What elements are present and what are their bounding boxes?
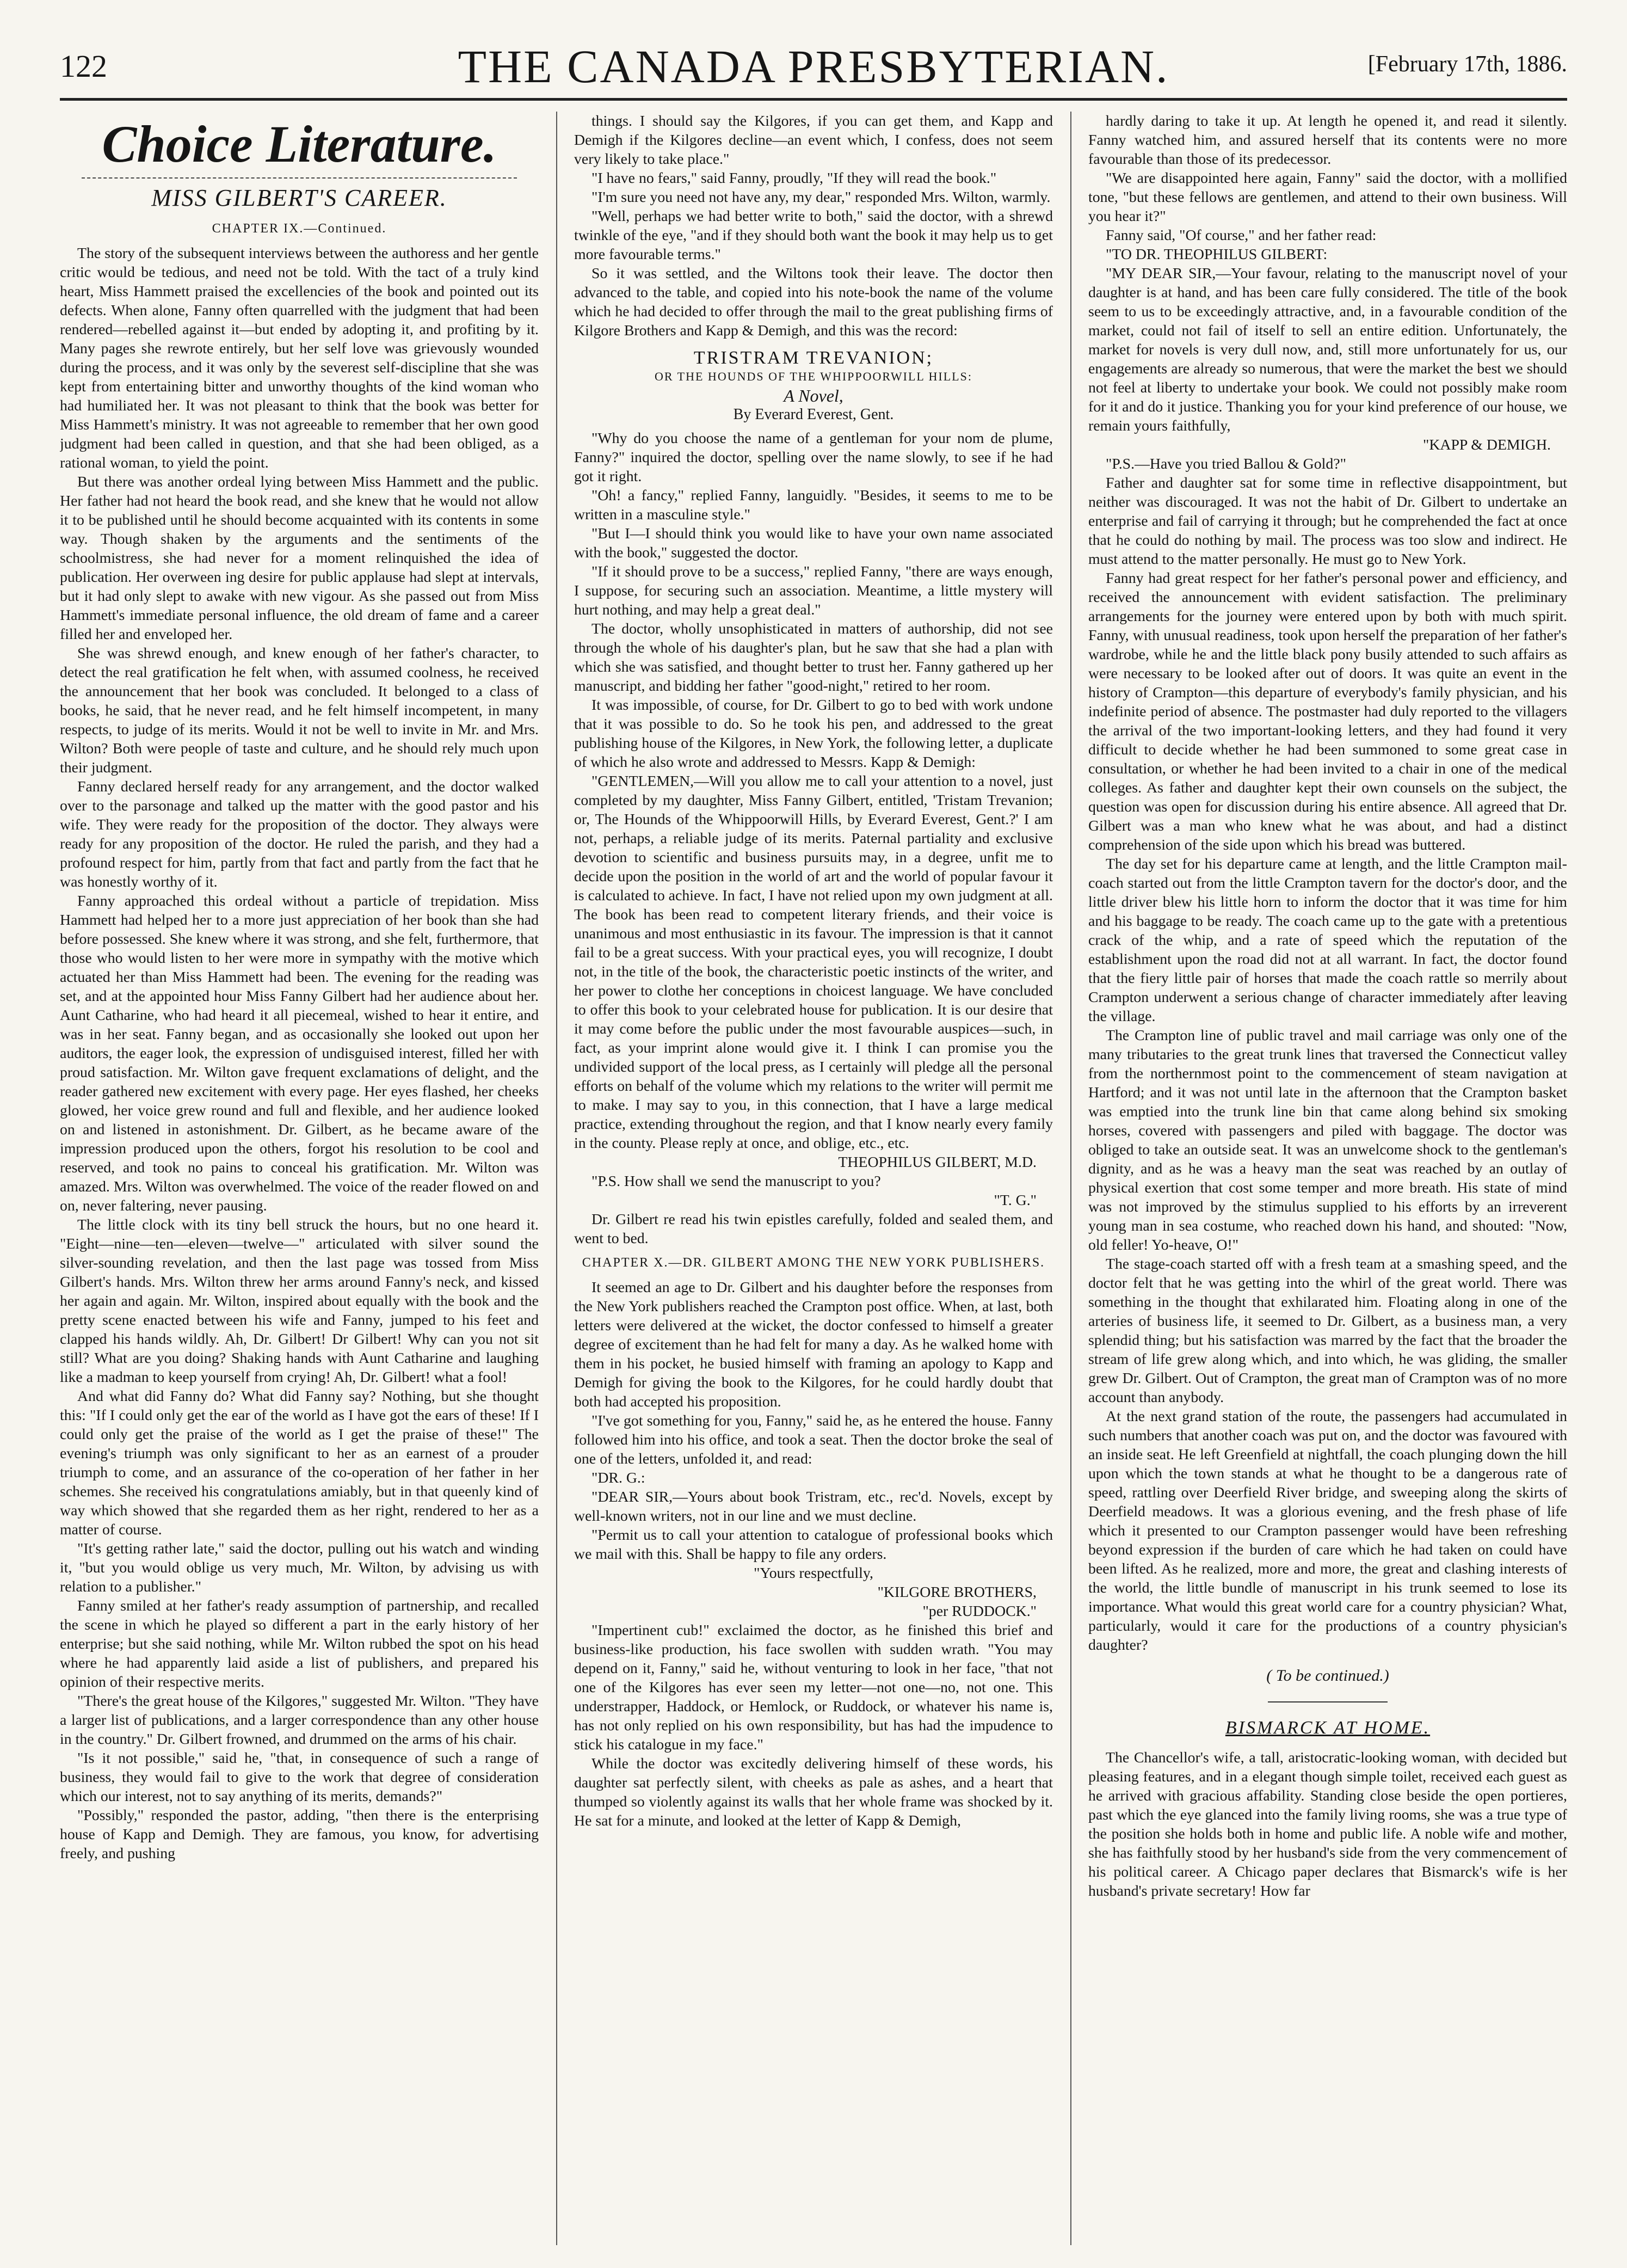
article-body <box>574 112 1053 340</box>
letter-signature: "KILGORE BROTHERS, <box>877 1584 1037 1601</box>
letter-signature-per: "per RUDDOCK." <box>922 1603 1037 1620</box>
paragraph: "MY DEAR SIR,—Your favour, relating to the manuscript novel of your daughter is at hand, and has been care fully considered. The title of the book seem to us to be exceedingly attractive, and, in a favourable condition of the market, could not fail of itself to sell an entire edition. Unfortunately, the market for novels is very dull now, and, still more unfortunately for us, our engagements are already so numerous, that were the market the best we should not feel at liberty to undertake your book. We could not possibly make room for it and do it justice. Thanking you for your kind preference of our house, we remain yours faithfully, <box>1088 265 1567 434</box>
dashed-divider <box>82 177 517 179</box>
book-subtitle: OR THE HOUNDS OF THE WHIPPOORWILL HILLS: <box>655 370 972 383</box>
paragraph: The day set for his departure came at length, and the little Crampton mail-coach started out from the little Crampton tavern for the doctor's door, and the little driver blew his little horn to inform the doctor that it was time for him and his baggage to be ready. The coach came up to the gate with a pretentious crack of the whip, and a rate of speed which the reputation of the establishment upon the road did not at all warrant. In fact, the doctor found that the fiery little pair of horses that made the coach rattle so merrily about Crampton underwent a serious change of character immediately after leaving the village. <box>1088 856 1567 1025</box>
paragraph: And what did Fanny do? What did Fanny say? Nothing, but she thought this: "If I could only get the ear of the world as I have got the ears of these! If I could only get the praise of the world as I get the praise of these!" The evening's triumph was only significant to her as an earnest of a prouder triumph to come, and an assurance of the co-operation of her father in her schemes. She received his congratulations amiably, but in that queenly kind of way which showed that she regarded them as her right, rendered to her as a matter of course. <box>60 1388 539 1538</box>
divider <box>1268 1701 1388 1702</box>
column-rule <box>1070 112 1071 2245</box>
article-body <box>1088 454 1567 1655</box>
article-body <box>574 429 1053 1153</box>
paragraph: Fanny declared herself ready for any arrangement, and the doctor walked over to the parsonage and talked up the matter with the good pastor and his wife. They were ready for the proposition of the doctor. They always were ready for any proposition of the doctor. He ruled the parish, and they had a profound respect for him, partly from that fact and partly from the fact that he was honestly worthy of it. <box>60 778 539 890</box>
column-1 <box>60 112 539 2245</box>
paragraph: "Impertinent cub!" exclaimed the doctor, as he finished this brief and business-like production, his face swollen with sudden wrath. "You may depend on it, Fanny," said he, without venturing to look in her face, "that not one of the Kilgores has ever seen my letter—not one—no, not one. This understrapper, Haddock, or Hemlock, or Ruddock, or whatever his name is, has not only replied on his own responsibility, but has had the impudence to stick his catalogue in my face." <box>574 1622 1053 1753</box>
paragraph: "It's getting rather late," said the doctor, pulling out his watch and winding it, "but you would oblige us very much, Mr. Wilton, by advising us with relation to a publisher." <box>60 1540 539 1595</box>
paragraph: But there was another ordeal lying between Miss Hammett and the public. Her father had not heard the book read, and she knew that he would not allow it to be published until he should become acquainted with its contents in some way. Though shaken by the arguments and the sentiments of the schoolmistress, she had never for a moment relinquished the idea of publication. Her overween ing desire for public applause had slept at intervals, but it had only slept to awake with new vigour. As she passed out from Miss Hammett's immediate personal influence, the old dream of fame and a career filled her and enveloped her. <box>60 474 539 643</box>
paragraph: While the doctor was excitedly delivering himself of these words, his daughter sat perfectly silent, with cheeks as pale as ashes, and a heart that thumped so violently against its walls that her whole frame was shocked by it. He sat for a minute, and looked at the letter of Kapp & Demigh, <box>574 1755 1053 1829</box>
book-author: By Everard Everest, Gent. <box>733 406 894 423</box>
paragraph: Father and daughter sat for some time in reflective disappointment, but neither was discouraged. It was not the habit of Dr. Gilbert to undertake an enterprise and fail of carrying it through; but he comprehended the fact at once that he could do nothing by mail. The process was too slow and indirect. He must attend to the matter personally. He must go to New York. <box>1088 475 1567 568</box>
paragraph: "DR. G.: <box>591 1470 645 1486</box>
paragraph: The doctor, wholly unsophisticated in matters of authorship, did not see through the whole of his daughter's plan, but he saw that she had a plan with which she was satisfied, and thought better to trust her. Fanny gathered up her manuscript, and bidding her father "good-night," retired to her room. <box>574 620 1053 694</box>
paragraph: The story of the subsequent interviews between the authoress and her gentle critic would be tedious, and need not be told. With the tact of a truly kind heart, Miss Hammett praised the excellencies of the book and pointed out its defects. When alone, Fanny often quarrelled with the judgment that had been rendered—rebelled against it—but ended by adopting it, and profiting by it. Many pages she rewrote entirely, but her self love was grievously wounded during the process, and it was only by the severest self-discipline that she was kept from entertaining bitter and unworthy thoughts of the kind woman who had humiliated her. It was not pleasant to think that the book was better for Miss Hammett's ministry. It was not agreeable to remember that her own good judgment had been called in question, and that she had been obliged, as a rational woman, to yield the point. <box>60 245 539 471</box>
chapter-heading: CHAPTER X.—DR. GILBERT AMONG THE NEW YORK PUBLISHERS. <box>582 1256 1045 1270</box>
paragraph: Fanny approached this ordeal without a particle of trepidation. Miss Hammett had helped her to a more just appreciation of her book than she had before possessed. She knew where it was strong, and she felt, furthermore, that those who would listen to her were more in sympathy with the motive which actuated her than Miss Hammett had been. The evening for the reading was set, and at the appointed hour Miss Fanny Gilbert had her audience about her. Aunt Catharine, who had heard it all piecemeal, wished to hear it entire, and was in her seat. Fanny began, and as occasionally she looked out upon her auditors, the eager look, the expression of undisguised interest, filled her with proud satisfaction. Mr. Wilton gave frequent exclamations of delight, and the reader gathered new excitement with every page. Her eyes flashed, her cheeks glowed, her voice grew round and full and flexible, and her audience looked on and listened in astonishment. Dr. Gilbert, as he became aware of the impression produced upon the others, forgot his resolution to be cool and reserved, and took no pains to conceal his gratification. Mr. Wilton was amazed. Mrs. Wilton was overwhelmed. The voice of the reader flowed on and on, never faltering, never pausing. <box>60 893 539 1214</box>
paragraph: "P.S.—Have you tried Ballou & Gold?" <box>1106 456 1346 472</box>
paragraph: The little clock with its tiny bell struck the hours, but no one heard it. "Eight—nine—ten—eleven—twelve—" articulated with silver sound the silver-sounding revelation, and then the last page was tossed from Miss Gilbert's hands. Mrs. Wilton threw her arms around Fanny's neck, and kissed her again and again. Mr. Wilton, inspired about equally with the book and the pretty scene enacted between his wife and Fanny, jumped to his feet and clapped his hands wildly. Ah, Dr. Gilbert! Dr Gilbert! Why can you not sit still? What are you doing? Shaking hands with Aunt Catharine and laughing like a madman to keep yourself from crying! Ah, Dr. Gilbert! what a fool! <box>60 1216 539 1386</box>
book-title: TRISTRAM TREVANION; <box>693 348 934 368</box>
paragraph: The Crampton line of public travel and mail carriage was only one of the many tributaries to the great trunk lines that traversed the Connecticut valley from the northernmost point to the commencement of steam navigation at Hartford; and it was not until late in the afternoon that the Crampton basket was emptied into the trunk line bin that came along behind six smoking horses, covered with passengers and piled with baggage. The doctor was obliged to take an outside seat. It was an unwelcome shock to the gentleman's dignity, and as he was a heavy man the seat was reached by an outlay of physical exertion that cost some temper and more breath. His state of mind was not improved by the stimulus supplied to his efforts by an irreverent young man in sea costume, who reached down his hand, and shouted: "Now, old feller! Yo-heave, O!" <box>1088 1027 1567 1253</box>
story-title: MISS GILBERT'S CAREER. <box>151 185 447 211</box>
paragraph: hardly daring to take it up. At length he opened it, and read it silently. Fanny watched him, and assured herself that its contents were no more favourable than those of its predecessor. <box>1088 113 1567 168</box>
paragraph: She was shrewd enough, and knew enough of her father's character, to detect the real gratification he felt when, with assumed coolness, he received the announcement that her book was concluded. It belonged to a class of books, he said, that he never read, and he felt himself incompetent, in many respects, to judge of its merits. Would it not be well to invite in Mr. and Mrs. Wilton? Both were people of taste and culture, and he should rely much upon their judgment. <box>60 645 539 776</box>
paragraph: "Well, perhaps we had better write to both," said the doctor, with a shrewd twinkle of the eye, "and if they should both want the book it may help us to get more favourable terms." <box>574 208 1053 263</box>
article-body <box>1088 112 1567 435</box>
masthead <box>60 33 1567 101</box>
paragraph: "TO DR. THEOPHILUS GILBERT: <box>1106 246 1328 263</box>
paragraph: It seemed an age to Dr. Gilbert and his daughter before the responses from the New York publishers reached the Crampton post office. When, at last, both letters were delivered at the wicket, the doctor confessed to himself a greater degree of excitement than he had felt for many a day. As he walked home with them in his pocket, he busied himself with framing an apology to Kapp and Demigh for giving the book to the Kilgores, for he could hardly doubt that both had accepted his proposition. <box>574 1279 1053 1410</box>
columns <box>60 112 1567 2245</box>
paragraph: "Is it not possible," said he, "that, in consequence of such a range of business, they would fail to give to the work that degree of consideration which our interest, not to say anything of its merits, demands?" <box>60 1750 539 1805</box>
letter-signature: THEOPHILUS GILBERT, M.D. <box>838 1154 1037 1171</box>
letter-closing: "Yours respectfully, <box>754 1565 873 1582</box>
paragraph: "Oh! a fancy," replied Fanny, languidly. "Besides, it seems to me to be written in a masculine style." <box>574 487 1053 523</box>
paragraph: "Possibly," responded the pastor, adding, "then there is the enterprising house of Kapp and Demigh. They are famous, you know, for advertising freely, and pushing <box>60 1807 539 1862</box>
paragraph: "GENTLEMEN,—Will you allow me to call your attention to a novel, just completed by my daughter, Miss Fanny Gilbert, entitled, 'Tristam Trevanion; or, The Hounds of the Whippoorwill Hills, by Everard Everest, Gent.?' I am not, perhaps, a reliable judge of its merits. Paternal partiality and exclusive devotion to scientific and business pursuits may, in a degree, unfit me to decide upon the position in the world of art and the world of popular favour it is calculated to achieve. In fact, I have not relied upon my own judgment at all. The book has been read to competent literary friends, and their voice is unanimous and most enthusiastic in its favour. The impression is that it cannot fail to be a great success. With your practical eyes, you will recognize, I doubt not, in the title of the book, the characteristic poetic instincts of the writer, and her power to clothe her conceptions in choicest language. We have concluded to offer this book to your celebrated house for publication. It is our desire that it may come before the public under the most favourable auspices—such, in fact, as your imprint alone would give it. I think I can promise you the undivided support of the local press, as I certainly will pledge all the personal efforts on behalf of the volume which my relations to the writer will permit me to make. I may say to you, in this connection, that I have a large medical practice, extending throughout the region, and that I know nearly every family in the county. Please reply at once, and oblige, etc., etc. <box>574 773 1053 1152</box>
paragraph: The stage-coach started off with a fresh team at a smashing speed, and the doctor felt that he was getting into the whirl of the great world. There was something in the thought that exhilarated him. Floating along in one of the arteries of business life, it seemed to Dr. Gilbert, as a business man, a very splendid thing; but his satisfaction was marred by the fact that the broader the stream of life grew along which, and into which, he was gliding, the smaller grew Dr. Gilbert. Out of Crampton, the great man of Crampton was of no more account than anybody. <box>1088 1256 1567 1406</box>
article-body <box>1088 1748 1567 1901</box>
column-3 <box>1088 112 1567 2245</box>
article-body <box>574 1278 1053 1564</box>
column-2 <box>574 112 1053 2245</box>
page-number: 122 <box>60 48 107 84</box>
to-be-continued: ( To be continued.) <box>1266 1667 1389 1685</box>
paragraph: "Why do you choose the name of a gentleman for your nom de plume, Fanny?" inquired the doctor, spelling over the name slowly, to see if he had got it right. <box>574 430 1053 485</box>
paragraph: "If it should prove to be a success," replied Fanny, "there are ways enough, I suppose, for securing such an association. Meantime, a little mystery will hurt nothing, and may help a great deal." <box>574 563 1053 618</box>
paragraph: "I have no fears," said Fanny, proudly, "If they will read the book." <box>591 170 997 187</box>
story-title: BISMARCK AT HOME. <box>1225 1718 1431 1738</box>
article-body <box>574 1621 1053 1830</box>
paragraph: Fanny said, "Of course," and her father read: <box>1106 227 1377 244</box>
section-title: Choice Literature. <box>102 115 497 173</box>
newspaper-title: THE CANADA PRESBYTERIAN. <box>458 40 1169 93</box>
letter-postscript: "P.S. How shall we send the manuscript to you? <box>591 1173 881 1190</box>
paragraph: "DEAR SIR,—Yours about book Tristram, etc., rec'd. Novels, except by well-known writers, not in our line and we must decline. <box>574 1489 1053 1525</box>
book-genre: A Novel, <box>784 386 843 405</box>
letter-signature: "KAPP & DEMIGH. <box>1422 437 1551 453</box>
paragraph: Fanny smiled at her father's ready assumption of partnership, and recalled the scene in which he played so different a part in the early history of her enterprise; but she said nothing, while Mr. Wilton rubbed the spot on his head where he had apparently laid aside a list of publishers, and prepared his opinion of their respective merits. <box>60 1597 539 1691</box>
issue-date: [February 17th, 1886. <box>1367 52 1567 77</box>
paragraph: "But I—I should think you would like to have your own name associated with the book," suggested the doctor. <box>574 525 1053 561</box>
paragraph: The Chancellor's wife, a tall, aristocratic-looking woman, with decided but pleasing features, and in a elegant though simple toilet, received each guest as he arrived with gracious affability. Standing close beside the open portieres, past which the eye glanced into the family living rooms, she was a true type of the position she holds both in home and public life. A noble wife and mother, she has faithfully stood by her husband's side from the very commencement of his political career. A Chicago paper declares that Bismarck's wife is her husband's private secretary! How far <box>1088 1749 1567 1900</box>
article-body <box>60 244 539 1863</box>
column-rule <box>556 112 557 2245</box>
paragraph: "I'm sure you need not have any, my dear," responded Mrs. Wilton, warmly. <box>591 189 1051 206</box>
paragraph: It was impossible, of course, for Dr. Gilbert to go to bed with work undone that it was possible to do. So he took his pen, and addressed to the great publishing house of the Kilgores, in New York, the following letter, a duplicate of which he also wrote and addressed to Messrs. Kapp & Demigh: <box>574 697 1053 771</box>
article-body <box>574 1210 1053 1248</box>
chapter-heading: CHAPTER IX.—Continued. <box>212 222 387 236</box>
paragraph: At the next grand station of the route, the passengers had accumulated in such numbers that another coach was put on, and the doctor was favoured with an inside seat. He left Greenfield at nightfall, the coach plunging down the hill upon which the town stands at what he thought to be a dangerous rate of speed, rattling over Deerfield River bridge, and sweeping along the skirts of Deerfield meadows. It was a glorious evening, and the fresh phase of life which it presented to our Crampton passenger would have been refreshing beyond expression if the burden of care which he had taken on could have been lifted. As he realized, more and more, the great and clashing interests of the world, the little bundle of manuscript in his trunk seemed to lose its importance. What would this great world care for a country physician? What, particularly, would it care for the productions of a country physician's daughter? <box>1088 1408 1567 1654</box>
paragraph: Dr. Gilbert re read his twin epistles carefully, folded and sealed them, and went to bed. <box>574 1211 1053 1247</box>
letter-initials: "T. G." <box>994 1192 1037 1209</box>
paragraph: "I've got something for you, Fanny," said he, as he entered the house. Fanny followed him into his office, and took a seat. Then the doctor broke the seal of one of the letters, unfolded it, and read: <box>574 1412 1053 1467</box>
paragraph: Fanny had great respect for her father's personal power and efficiency, and received the announcement with evident satisfaction. The preliminary arrangements for the journey were entered upon by both with much spirit. Fanny, with unusual readiness, took upon herself the preparation of her father's wardrobe, while he and the little black pony busily attended to such affairs as were necessary to be looked after out of doors. It was quite an event in the history of Crampton—this departure of everybody's family physician, and his indefinite period of absence. The postmaster had duly reported to the villagers the arrival of the two important-looking letters, and they had found it very difficult to decide whether he had been summoned to some great case in consultation, or whether he had been invited to a chair in one of the medical colleges. As father and daughter kept their own counsels on the subject, the question was open for discussion during his entire absence. All agreed that Dr. Gilbert was a man who knew what he was about, and had a distinct comprehension of the side upon which his bread was buttered. <box>1088 570 1567 853</box>
paragraph: things. I should say the Kilgores, if you can get them, and Kapp and Demigh if the Kilgores decline—an event which, I confess, does not seem very likely to take place." <box>574 113 1053 168</box>
paragraph: "We are disappointed here again, Fanny" said the doctor, with a mollified tone, "but these fellows are gentlemen, and attend to their own business. Will you hear it?" <box>1088 170 1567 225</box>
paragraph: "Permit us to call your attention to catalogue of professional books which we mail with this. Shall be happy to file any orders. <box>574 1527 1053 1563</box>
paragraph: "There's the great house of the Kilgores," suggested Mr. Wilton. "They have a larger list of publications, and a larger correspondence than any other house in the country." Dr. Gilbert frowned, and drummed on the arms of his chair. <box>60 1693 539 1748</box>
paragraph: So it was settled, and the Wiltons took their leave. The doctor then advanced to the table, and copied into his note-book the name of the volume which he had decided to offer through the mail to the great publishing firms of Kilgore Brothers and Kapp & Demigh, and this was the record: <box>574 265 1053 339</box>
